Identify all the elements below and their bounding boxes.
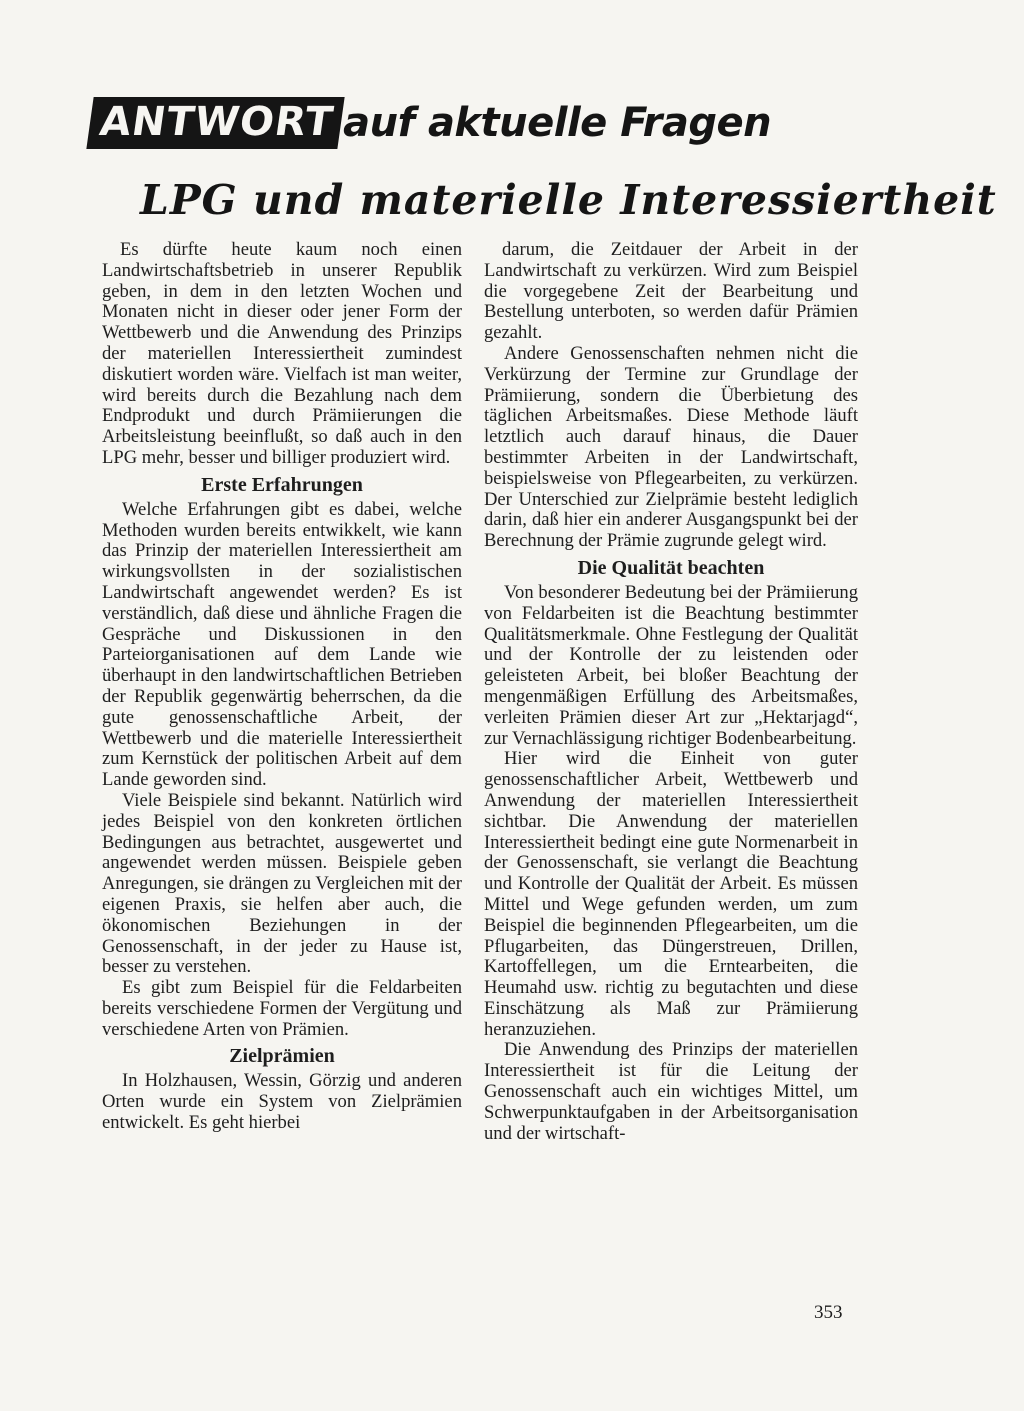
section-heading-zielpraemien: Zielprämien (229, 1045, 335, 1068)
section-heading-qualitaet: Die Qualität beachten (577, 556, 765, 579)
antwort-label: ANTWORT (86, 97, 344, 149)
paragraph: Welche Erfahrungen gibt es dabei, welche Methoden wurden bereits entwikkelt, wie kann das Prinzip der materiellen Interessiertheit am wirkungsvollsten in der sozialistischen Landwirtschaft angewendet werden? Es ist verständlich, daß diese und ähnliche Fragen die Gespräche und Diskussionen in den Parteiorganisationen auf dem Lande wie überhaupt in den landwirtschaftlichen Betrieben der Republik gegenwärtig beherrschen, da die gute genossenschaftliche Arbeit, der Wettbewerb und die materielle Interessiertheit zum Kernstück der politischen Arbeit auf dem Lande geworden sind. (102, 498, 462, 791)
headline (90, 92, 771, 154)
paragraph: Es dürfte heute kaum noch einen Landwirtschaftsbetrieb in unserer Republik geben, in dem in den letzten Wochen und Monaten nicht in dieser oder jener Form der Wettbewerb und die Anwendung des Prinzips der materiellen Interessiertheit zumindest diskutiert worden wäre. Vielfach ist man weiter, wird bereits durch die Bezahlung nach dem Endprodukt und durch Prämiierungen die Arbeitsleistung beeinflußt, so daß auch in den LPG mehr, besser und billiger produziert wird. (102, 239, 462, 468)
section-heading-erste-erfahrungen: Erste Erfahrungen (201, 473, 363, 496)
paragraph: Hier wird die Einheit von guter genossenschaftlicher Arbeit, Wettbewerb und Anwendung der materiellen Interessiertheit sichtbar. Die Anwendung der materiellen Interessiertheit bedingt eine gute Normenarbeit in der Genossenschaft, sie verlangt die Beachtung und Kontrolle der Qualität der Arbeit. Es müssen Mittel und Wege gefunden werden, um zum Beispiel die beginnenden Pflegearbeiten, um die Pflugarbeiten, das Düngerstreuen, Drillen, Kartoffellegen, um die Erntearbeiten, die Heumahd usw. richtig zu begutachten und diese Einschätzung als Maß zur Prämiierung heranzuziehen. (484, 748, 858, 1040)
paragraph: Von besonderer Bedeutung bei der Prämiierung von Feldarbeiten ist die Beachtung bestimmter Qualitätsmerkmale. Ohne Festlegung der Qualität und der Kontrolle der zu leistenden oder geleisteten Arbeit, bei bloßer Beachtung der mengenmäßigen Erfüllung des Arbeitsmaßes, verleiten Prämien dieser Art zur „Hektarjagd“, zur Vernachlässigung richtiger Bodenbearbeitung. (484, 581, 858, 749)
headline-text: auf aktuelle Fragen (343, 100, 772, 146)
paragraph: In Holzhausen, Wessin, Görzig und anderen Orten wurde ein System von Zielprämien entwickelt. Es geht hierbei (102, 1070, 462, 1134)
paragraph: Die Anwendung des Prinzips der materiellen Interessiertheit ist für die Leitung der Genossenschaft auch ein wichtiges Mittel, um Schwerpunktaufgaben in der Arbeitsorganisation und der wirtschaft- (484, 1039, 858, 1144)
paragraph: darum, die Zeitdauer der Arbeit in der Landwirtschaft zu verkürzen. Wird zum Beispiel die vorgegebene Zeit der Bearbeitung und Bestellung unterboten, so werden dafür Prämien gezahlt. (484, 239, 858, 344)
paragraph: Andere Genossenschaften nehmen nicht die Verkürzung der Termine zur Grundlage der Prämiierung, sondern die Überbietung des täglichen Arbeitsmaßes. Diese Methode läuft letztlich auch darauf hinaus, die Dauer bestimmter Arbeiten in der Landwirtschaft, beispielsweise von Pflegearbeiten, zu verkürzen. Der Unterschied zur Zielprämie besteht lediglich darin, daß hier ein anderer Ausgangspunkt bei der Berechnung der Prämie zugrunde gelegt wird. (484, 342, 858, 552)
left-column (102, 240, 462, 1134)
article-title: LPG und materielle Interessiertheit (140, 176, 997, 224)
right-column (484, 240, 858, 1144)
page-number: 353 (814, 1302, 843, 1323)
paragraph: Es gibt zum Beispiel für die Feldarbeiten bereits verschiedene Formen der Vergütung und verschiedene Arten von Prämien. (102, 977, 462, 1040)
paragraph: Viele Beispiele sind bekannt. Natürlich wird jedes Beispiel von den konkreten örtlichen Bedingungen aus betrachtet, ausgewertet und angewendet werden müssen. Beispiele geben Anregungen, sie drängen zu Vergleichen mit der eigenen Praxis, sie helfen aber auch, die ökonomischen Beziehungen in der Genossenschaft, in der jeder zu Hause ist, besser zu verstehen. (102, 789, 462, 978)
